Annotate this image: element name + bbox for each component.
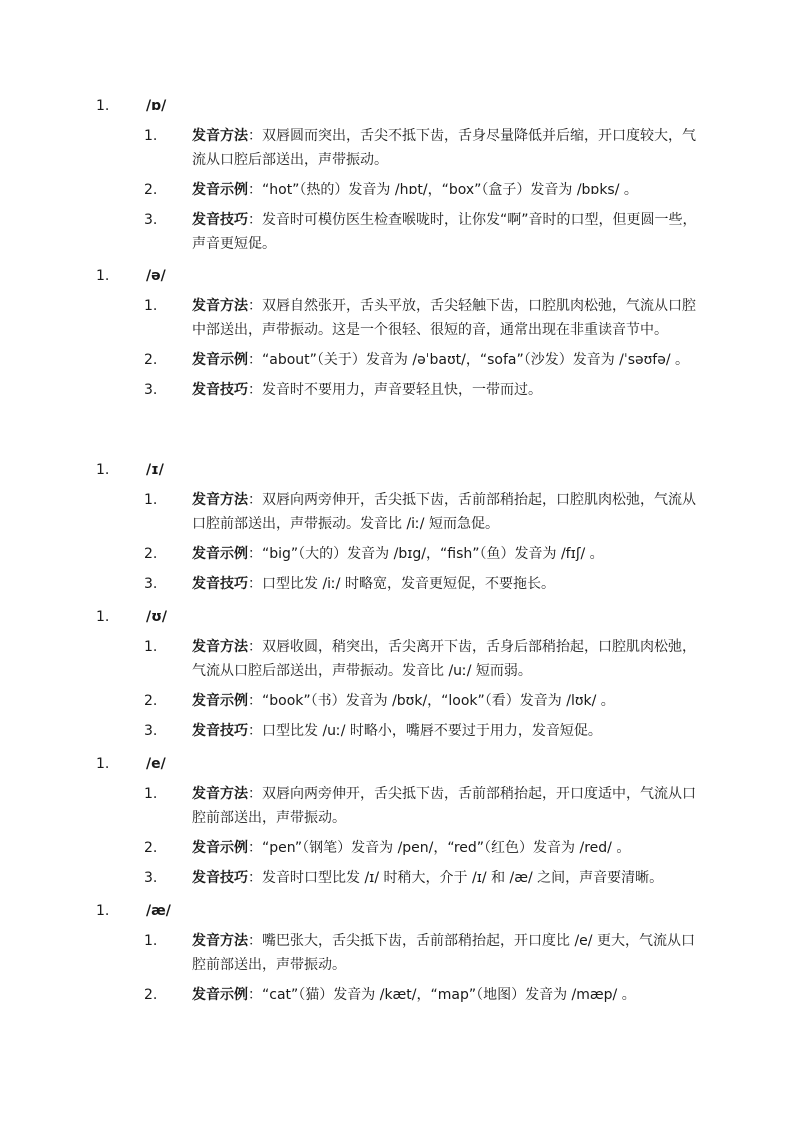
list-item xyxy=(96,488,706,536)
list-item xyxy=(96,719,706,743)
item-label: 发音示例 xyxy=(192,352,248,368)
item-separator: ： xyxy=(248,840,262,856)
list-item xyxy=(96,929,706,977)
list-item xyxy=(96,983,706,1007)
item-number: 1. xyxy=(144,492,158,508)
item-separator: ： xyxy=(248,128,262,144)
item-separator: ： xyxy=(248,933,262,949)
item-separator: ： xyxy=(248,212,262,228)
section-heading xyxy=(96,750,706,778)
item-number: 1. xyxy=(144,933,158,949)
item-separator: ： xyxy=(248,870,262,886)
item-label: 发音方法 xyxy=(192,298,248,314)
section-title: /ɒ/ xyxy=(146,98,167,114)
item-separator: ： xyxy=(248,786,262,802)
item-label: 发音方法 xyxy=(192,128,248,144)
item-label: 发音技巧 xyxy=(192,723,248,739)
item-text: 双唇收圆，稍突出，舌尖离开下齿，舌身后部稍抬起，口腔肌肉松弛，气流从口腔后部送出，声带振动。发音比 /uː/ 短而弱。 xyxy=(192,639,696,679)
list-item xyxy=(96,294,706,342)
section-heading xyxy=(96,262,706,290)
item-text: “about”（关于）发音为 /əˈbaʊt/，“sofa”（沙发）发音为 /ˈsəʊfə/ 。 xyxy=(262,352,689,368)
item-number: 3. xyxy=(144,382,158,398)
list-item xyxy=(96,782,706,830)
item-number: 2. xyxy=(144,546,158,562)
section-heading xyxy=(96,92,706,120)
item-number: 2. xyxy=(144,352,158,368)
list-item xyxy=(96,178,706,202)
item-text: “book”（书）发音为 /bʊk/，“look”（看）发音为 /lʊk/ 。 xyxy=(262,693,615,709)
item-text: “pen”（钢笔）发音为 /pen/，“red”（红色）发音为 /red/ 。 xyxy=(262,840,631,856)
section-vowel-e xyxy=(96,750,706,896)
item-number: 2. xyxy=(144,182,158,198)
item-number: 1. xyxy=(144,639,158,655)
item-text: 双唇向两旁伸开，舌尖抵下齿，舌前部稍抬起，口腔肌肉松弛，气流从口腔前部送出，声带振动。发音比 /iː/ 短而急促。 xyxy=(192,492,696,532)
section-heading xyxy=(96,603,706,631)
list-item xyxy=(96,635,706,683)
item-label: 发音示例 xyxy=(192,182,248,198)
section-vowel-short-i xyxy=(96,456,706,602)
item-number: 3. xyxy=(144,870,158,886)
item-label: 发音技巧 xyxy=(192,576,248,592)
section-title: /e/ xyxy=(146,756,166,772)
item-number: 3. xyxy=(144,723,158,739)
section-vowel-schwa xyxy=(96,262,706,408)
item-text: “hot”（热的）发音为 /hɒt/，“box”（盒子）发音为 /bɒks/ 。 xyxy=(262,182,638,198)
item-label: 发音示例 xyxy=(192,840,248,856)
section-title: /ʊ/ xyxy=(146,609,168,625)
item-number: 2. xyxy=(144,693,158,709)
list-item xyxy=(96,836,706,860)
list-item xyxy=(96,572,706,596)
section-number: 1. xyxy=(96,756,110,772)
item-separator: ： xyxy=(248,352,262,368)
section-number: 1. xyxy=(96,268,110,284)
item-number: 1. xyxy=(144,786,158,802)
item-separator: ： xyxy=(248,576,262,592)
item-text: 发音时可模仿医生检查喉咙时，让你发“啊”音时的口型，但更圆一些，声音更短促。 xyxy=(192,212,697,252)
item-text: 嘴巴张大，舌尖抵下齿，舌前部稍抬起，开口度比 /e/ 更大，气流从口腔前部送出，声带振动。 xyxy=(192,933,695,973)
item-text: “big”（大的）发音为 /bɪg/，“fish”（鱼）发音为 /fɪʃ/ 。 xyxy=(262,546,604,562)
list-item xyxy=(96,124,706,172)
section-title: /ɪ/ xyxy=(146,462,164,478)
item-number: 2. xyxy=(144,987,158,1003)
list-item xyxy=(96,542,706,566)
list-item xyxy=(96,378,706,402)
item-label: 发音方法 xyxy=(192,639,248,655)
section-heading xyxy=(96,456,706,484)
item-separator: ： xyxy=(248,693,262,709)
item-separator: ： xyxy=(248,382,262,398)
item-label: 发音示例 xyxy=(192,987,248,1003)
item-separator: ： xyxy=(248,639,262,655)
section-number: 1. xyxy=(96,903,110,919)
section-vowel-short-u xyxy=(96,603,706,749)
item-text: “cat”（猫）发音为 /kæt/，“map”（地图）发音为 /mæp/ 。 xyxy=(262,987,636,1003)
item-separator: ： xyxy=(248,182,262,198)
item-separator: ： xyxy=(248,492,262,508)
section-number: 1. xyxy=(96,462,110,478)
item-text: 口型比发 /iː/ 时略宽，发音更短促，不要拖长。 xyxy=(262,576,555,592)
item-text: 发音时不要用力，声音要轻且快，一带而过。 xyxy=(262,382,542,398)
item-label: 发音示例 xyxy=(192,546,248,562)
list-item xyxy=(96,208,706,256)
item-label: 发音示例 xyxy=(192,693,248,709)
item-label: 发音方法 xyxy=(192,492,248,508)
item-text: 双唇自然张开，舌头平放，舌尖轻触下齿，口腔肌肉松弛，气流从口腔中部送出，声带振动。这是一个很轻、很短的音，通常出现在非重读音节中。 xyxy=(192,298,696,338)
section-vowel-o xyxy=(96,92,706,262)
item-number: 2. xyxy=(144,840,158,856)
item-number: 1. xyxy=(144,298,158,314)
item-label: 发音技巧 xyxy=(192,212,248,228)
item-separator: ： xyxy=(248,987,262,1003)
item-label: 发音技巧 xyxy=(192,382,248,398)
item-number: 3. xyxy=(144,576,158,592)
item-label: 发音方法 xyxy=(192,933,248,949)
section-number: 1. xyxy=(96,98,110,114)
list-item xyxy=(96,866,706,890)
section-number: 1. xyxy=(96,609,110,625)
list-item xyxy=(96,348,706,372)
section-title: /ə/ xyxy=(146,268,166,284)
item-text: 双唇圆而突出，舌尖不抵下齿，舌身尽量降低并后缩，开口度较大，气流从口腔后部送出，声带振动。 xyxy=(192,128,696,168)
item-text: 口型比发 /uː/ 时略小，嘴唇不要过于用力，发音短促。 xyxy=(262,723,602,739)
item-separator: ： xyxy=(248,723,262,739)
section-vowel-ae xyxy=(96,897,706,1013)
item-label: 发音技巧 xyxy=(192,870,248,886)
item-separator: ： xyxy=(248,298,262,314)
section-heading xyxy=(96,897,706,925)
item-number: 1. xyxy=(144,128,158,144)
section-title: /æ/ xyxy=(146,903,171,919)
item-number: 3. xyxy=(144,212,158,228)
list-item xyxy=(96,689,706,713)
item-text: 双唇向两旁伸开，舌尖抵下齿，舌前部稍抬起，开口度适中，气流从口腔前部送出，声带振动。 xyxy=(192,786,696,826)
item-text: 发音时口型比发 /ɪ/ 时稍大，介于 /ɪ/ 和 /æ/ 之间，声音要清晰。 xyxy=(262,870,664,886)
item-separator: ： xyxy=(248,546,262,562)
item-label: 发音方法 xyxy=(192,786,248,802)
